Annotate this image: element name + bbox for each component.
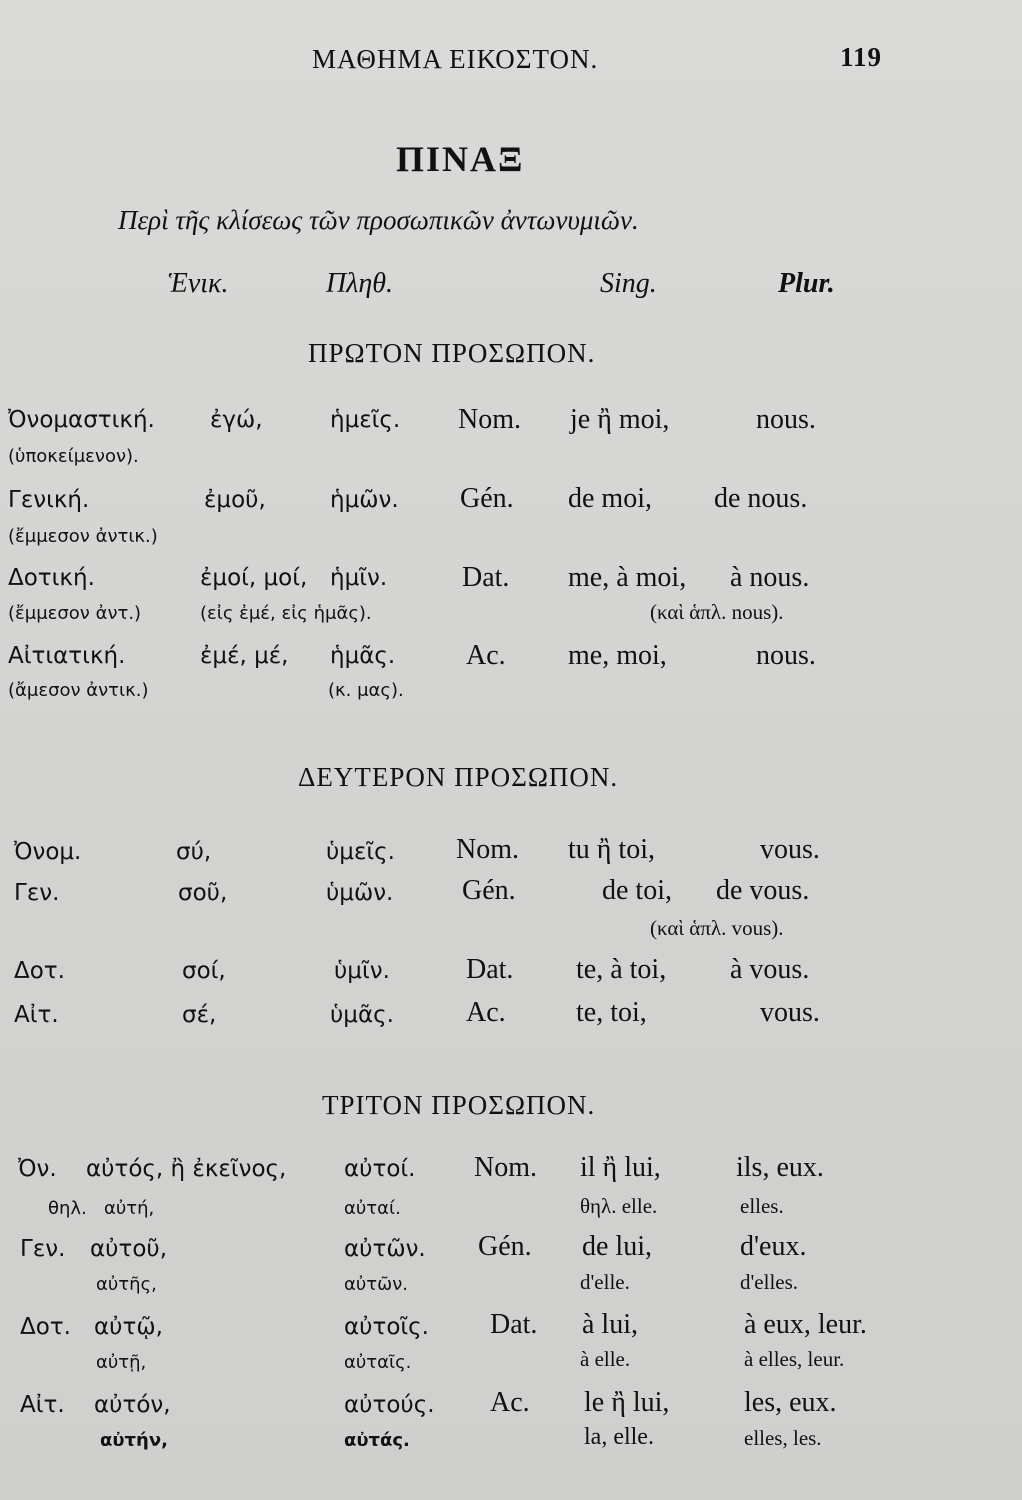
table-cell-case: Δοτ. [14, 958, 65, 984]
table-cell-greek-singular: ἐμέ, μέ, [200, 643, 289, 669]
table-cell-greek-plural: ἡμῶν. [330, 487, 399, 513]
table-cell-french-singular: le ἢ lui, [584, 1387, 670, 1418]
table-cell-case: Γενική. [8, 487, 90, 513]
table-cell-greek-plural: ἡμᾶς. [330, 643, 396, 669]
table-cell-french-case: Ac. [490, 1387, 530, 1418]
table-cell-french-case: Ac. [466, 997, 506, 1028]
table-cell-french-plural: à vous. [730, 954, 810, 985]
page-subtitle: Περὶ τῆς κλίσεως τῶν προσωπικῶν ἀντωνυμιῶν. [118, 205, 639, 235]
table-cell-french-plural: de vous. [716, 875, 810, 906]
table-cell-greek-plural: αὐτῶν. [344, 1236, 426, 1262]
table-cell-french-case: Nom. [458, 404, 521, 435]
table-cell-french-case: Gén. [462, 875, 516, 906]
table-cell-case: Αἰτ. [20, 1392, 65, 1418]
table-cell-french-singular: de lui, [582, 1231, 652, 1262]
table-cell-greek-singular: ἐγώ, [210, 407, 263, 433]
col-head-greek-singular: Ἑνικ. [168, 268, 229, 299]
table-cell-french-singular: te, toi, [576, 997, 647, 1028]
table-cell-french-note: (καὶ ἁπλ. nous). [650, 600, 784, 624]
table-cell-greek-note: (κ. μας). [328, 680, 404, 701]
table-cell-greek-plural: αὐτοῖς. [344, 1314, 429, 1340]
table-cell-case: Γεν. [14, 880, 60, 906]
table-cell-greek-singular: αὐτός, ἢ ἐκεῖνος, [86, 1156, 287, 1182]
table-cell-case: Αἰτιατική. [8, 643, 126, 669]
table-cell-greek-note: (εἰς ἐμέ, εἰς ἡμᾶς). [200, 603, 372, 624]
table-cell-greek-singular: ἐμοῦ, [204, 487, 266, 513]
table-cell-french-singular: de toi, [602, 875, 672, 906]
table-cell-greek-singular: αὐτῇ, [96, 1352, 147, 1373]
table-cell-greek-singular: ἐμοί, μοί, [200, 565, 308, 591]
table-cell-greek-plural: αὐταῖς. [344, 1352, 412, 1373]
table-cell-french-plural: à eux, leur. [744, 1309, 867, 1340]
section-heading-third-person: ΤΡΙΤΟΝ ΠΡΟΣΩΠΟΝ. [322, 1090, 596, 1120]
table-cell-case: Δοτ. [20, 1314, 71, 1340]
table-cell-greek-singular: αὐτή, [104, 1198, 155, 1219]
table-cell-case-note: (ἔμμεσον ἀντ.) [8, 603, 142, 624]
table-cell-french-singular: θηλ. elle. [580, 1194, 658, 1218]
table-cell-french-plural: de nous. [714, 483, 808, 514]
table-cell-case-note: (ἄμεσον ἀντικ.) [8, 680, 149, 701]
table-cell-french-singular: me, à moi, [568, 562, 687, 593]
table-cell-case-note: (ὑποκείμενον). [8, 446, 139, 467]
table-cell-case: Ὀνομαστική. [8, 407, 155, 433]
table-cell-french-case: Nom. [474, 1152, 537, 1183]
table-cell-french-singular: à lui, [582, 1309, 638, 1340]
table-cell-french-plural: nous. [756, 640, 816, 671]
table-cell-french-plural: d'eux. [740, 1231, 807, 1262]
table-cell-greek-plural: αὐτῶν. [344, 1274, 408, 1295]
table-cell-french-case: Dat. [466, 954, 514, 985]
table-cell-french-case: Dat. [462, 562, 510, 593]
col-head-french-singular: Sing. [600, 268, 657, 299]
table-cell-greek-plural: αὐταί. [344, 1198, 401, 1219]
table-cell-greek-plural: αὐτοί. [344, 1156, 416, 1182]
table-cell-french-singular: la, elle. [584, 1424, 654, 1450]
table-cell-french-plural: d'elles. [740, 1270, 799, 1294]
table-cell-greek-singular: αὐτήν, [100, 1430, 168, 1451]
table-cell-french-case: Gén. [478, 1231, 532, 1262]
table-cell-greek-singular: σοῦ, [178, 880, 228, 906]
table-cell-greek-plural: ὑμῶν. [326, 880, 394, 906]
table-cell-greek-plural: ἡμῖν. [330, 565, 388, 591]
table-cell-greek-plural: ὑμεῖς. [326, 839, 395, 865]
table-cell-french-singular: d'elle. [580, 1270, 630, 1294]
table-cell-french-plural: vous. [760, 834, 820, 865]
table-cell-greek-plural: αὐτούς. [344, 1392, 435, 1418]
table-cell-french-case: Nom. [456, 834, 519, 865]
table-cell-french-singular: tu ἢ toi, [568, 834, 655, 865]
table-cell-french-plural: à nous. [730, 562, 810, 593]
table-cell-french-plural: ils, eux. [736, 1152, 824, 1183]
table-cell-greek-plural: ὑμᾶς. [330, 1002, 394, 1028]
table-cell-french-plural: à elles, leur. [744, 1347, 845, 1371]
table-cell-case: Ὀνομ. [14, 839, 82, 865]
page-number: 119 [840, 42, 883, 72]
table-cell-french-singular: il ἢ lui, [580, 1152, 661, 1183]
table-cell-greek-singular: αὐτοῦ, [90, 1236, 168, 1262]
table-cell-greek-singular: σοί, [182, 958, 226, 984]
table-cell-french-case: Gén. [460, 483, 514, 514]
table-cell-french-note: (καὶ ἁπλ. vous). [650, 916, 784, 940]
table-cell-french-singular: à elle. [580, 1347, 631, 1371]
table-cell-case-note: (ἔμμεσον ἀντικ.) [8, 526, 158, 547]
table-cell-french-plural: vous. [760, 997, 820, 1028]
table-cell-french-singular: je ἢ moi, [570, 404, 670, 435]
table-cell-french-singular: te, à toi, [576, 954, 667, 985]
table-cell-case: Γεν. [20, 1236, 66, 1262]
col-head-greek-plural: Πληθ. [326, 268, 393, 299]
table-cell-case: Ὀν. [18, 1156, 57, 1182]
table-cell-french-case: Dat. [490, 1309, 538, 1340]
section-heading-second-person: ΔΕΥΤΕΡΟΝ ΠΡΟΣΩΠΟΝ. [298, 762, 619, 792]
table-cell-french-singular: me, moi, [568, 640, 667, 671]
table-cell-case: θηλ. [48, 1198, 87, 1219]
running-title: ΜΑΘΗΜΑ ΕΙΚΟΣΤΟΝ. [312, 44, 599, 74]
table-cell-case: Δοτική. [8, 565, 95, 591]
table-cell-french-plural: elles. [740, 1194, 784, 1218]
section-heading-first-person: ΠΡΩΤΟΝ ΠΡΟΣΩΠΟΝ. [308, 338, 596, 368]
page-title: ΠΙΝΑΞ [396, 139, 525, 179]
table-cell-french-plural: les, eux. [744, 1387, 837, 1418]
table-cell-greek-singular: αὐτόν, [94, 1392, 171, 1418]
table-cell-greek-singular: σέ, [182, 1002, 217, 1028]
table-cell-case: Αἰτ. [14, 1002, 59, 1028]
table-cell-french-plural: elles, les. [744, 1426, 822, 1450]
table-cell-french-plural: nous. [756, 404, 816, 435]
table-cell-greek-plural: ὑμῖν. [334, 958, 390, 984]
table-cell-greek-singular: σύ, [176, 839, 212, 865]
table-cell-greek-singular: αὐτῆς, [96, 1274, 157, 1295]
table-cell-greek-plural: ἡμεῖς. [330, 407, 401, 433]
table-cell-greek-plural: αὐτάς. [344, 1430, 410, 1451]
col-head-french-plural: Plur. [778, 268, 835, 299]
table-cell-french-singular: de moi, [568, 483, 652, 514]
table-cell-french-case: Ac. [466, 640, 506, 671]
table-cell-greek-singular: αὐτῷ, [94, 1314, 163, 1340]
